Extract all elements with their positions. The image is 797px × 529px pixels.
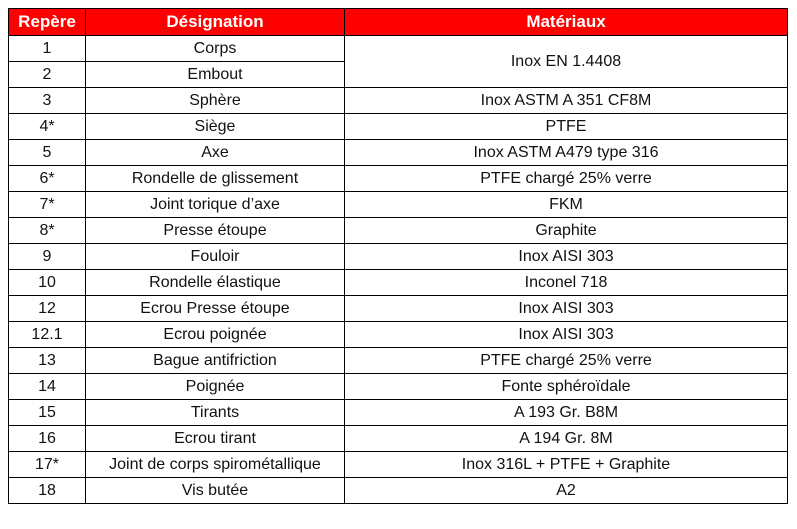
- table-row: [9, 322, 788, 348]
- cell-materiaux: Fonte sphéroïdale: [345, 374, 788, 400]
- cell-designation: Joint torique d’axe: [86, 192, 345, 218]
- cell-repere: 15: [9, 400, 86, 426]
- table-row: [9, 374, 788, 400]
- cell-materiaux: PTFE chargé 25% verre: [345, 348, 788, 374]
- table-row: [9, 88, 788, 114]
- table-row: [9, 400, 788, 426]
- cell-designation: Fouloir: [86, 244, 345, 270]
- cell-materiaux: PTFE: [345, 114, 788, 140]
- cell-designation: Rondelle élastique: [86, 270, 345, 296]
- cell-materiaux: A 193 Gr. B8M: [345, 400, 788, 426]
- cell-repere: 5: [9, 140, 86, 166]
- cell-materiaux: Inox AISI 303: [345, 244, 788, 270]
- cell-repere: 10: [9, 270, 86, 296]
- cell-designation: Ecrou poignée: [86, 322, 345, 348]
- cell-designation: Axe: [86, 140, 345, 166]
- cell-repere: 18: [9, 478, 86, 504]
- cell-designation: Presse étoupe: [86, 218, 345, 244]
- cell-repere: 13: [9, 348, 86, 374]
- cell-materiaux: Inox ASTM A 351 CF8M: [345, 88, 788, 114]
- cell-repere: 2: [9, 62, 86, 88]
- cell-materiaux: Inconel 718: [345, 270, 788, 296]
- cell-repere: 14: [9, 374, 86, 400]
- cell-materiaux: Inox AISI 303: [345, 296, 788, 322]
- table-row: [9, 218, 788, 244]
- cell-repere: 1: [9, 36, 86, 62]
- cell-repere: 16: [9, 426, 86, 452]
- cell-materiaux: Inox AISI 303: [345, 322, 788, 348]
- table-row: [9, 36, 788, 62]
- cell-materiaux: Inox ASTM A479 type 316: [345, 140, 788, 166]
- table-row: [9, 244, 788, 270]
- cell-repere: 8*: [9, 218, 86, 244]
- table-row: [9, 296, 788, 322]
- header-materiaux: Matériaux: [345, 9, 788, 36]
- cell-materiaux: Graphite: [345, 218, 788, 244]
- cell-repere: 17*: [9, 452, 86, 478]
- cell-repere: 3: [9, 88, 86, 114]
- materials-table: [8, 8, 788, 504]
- cell-materiaux: A 194 Gr. 8M: [345, 426, 788, 452]
- table-row: [9, 192, 788, 218]
- cell-repere: 4*: [9, 114, 86, 140]
- table-body: [9, 36, 788, 504]
- cell-designation: Rondelle de glissement: [86, 166, 345, 192]
- cell-repere: 12.1: [9, 322, 86, 348]
- cell-designation: Vis butée: [86, 478, 345, 504]
- cell-designation: Ecrou Presse étoupe: [86, 296, 345, 322]
- cell-repere: 7*: [9, 192, 86, 218]
- cell-designation: Siège: [86, 114, 345, 140]
- table-row: [9, 478, 788, 504]
- cell-designation: Bague antifriction: [86, 348, 345, 374]
- table-row: [9, 348, 788, 374]
- table-row: [9, 270, 788, 296]
- cell-repere: 9: [9, 244, 86, 270]
- cell-designation: Ecrou tirant: [86, 426, 345, 452]
- table-header-row: [9, 9, 788, 36]
- cell-repere: 6*: [9, 166, 86, 192]
- table-row: [9, 452, 788, 478]
- cell-materiaux: A2: [345, 478, 788, 504]
- table-row: [9, 114, 788, 140]
- cell-designation: Poignée: [86, 374, 345, 400]
- cell-materiaux: Inox 316L + PTFE + Graphite: [345, 452, 788, 478]
- table-row: [9, 426, 788, 452]
- cell-designation: Sphère: [86, 88, 345, 114]
- header-designation: Désignation: [86, 9, 345, 36]
- table-row: [9, 140, 788, 166]
- cell-repere: 12: [9, 296, 86, 322]
- table-row: [9, 166, 788, 192]
- cell-materiaux: PTFE chargé 25% verre: [345, 166, 788, 192]
- header-repere: Repère: [9, 9, 86, 36]
- cell-materiaux: FKM: [345, 192, 788, 218]
- cell-designation: Embout: [86, 62, 345, 88]
- cell-designation: Corps: [86, 36, 345, 62]
- cell-designation: Tirants: [86, 400, 345, 426]
- cell-materiaux: Inox EN 1.4408: [345, 36, 788, 88]
- cell-designation: Joint de corps spirométallique: [86, 452, 345, 478]
